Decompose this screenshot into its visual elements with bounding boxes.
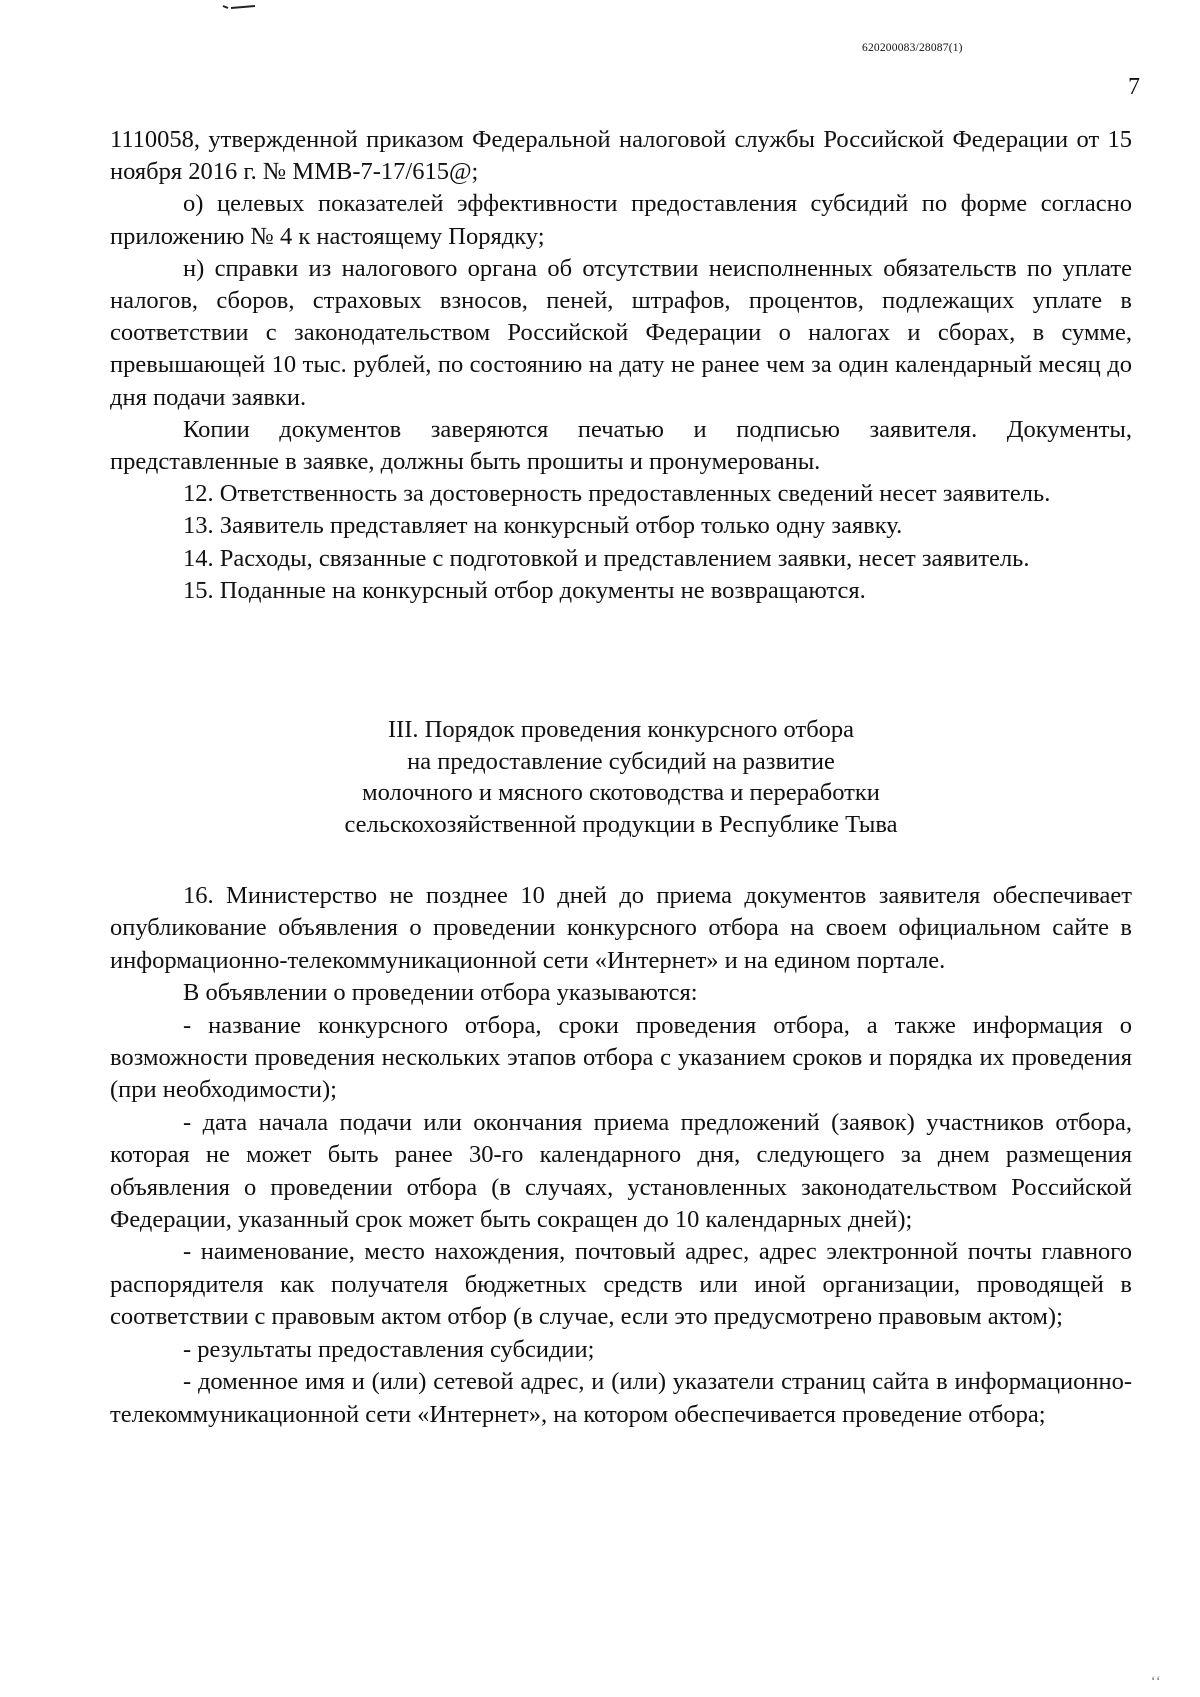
paragraph: В объявлении о проведении отбора указываются: bbox=[183, 979, 698, 1007]
page-number: 7 bbox=[1128, 74, 1140, 100]
paragraph: - доменное имя и (или) сетевой адрес, и (или) указатели страниц сайта в информационно-телекоммуникационной сети «Интернет», на котором обеспечивается проведение отбора; bbox=[110, 1368, 1132, 1428]
document-body-top bbox=[110, 124, 1132, 607]
section-heading-line: молочного и мясного скотоводства и переработки bbox=[362, 779, 880, 806]
paragraph: 13. Заявитель представляет на конкурсный отбор только одну заявку. bbox=[183, 512, 903, 540]
paragraph: н) справки из налогового органа об отсутствии неисполненных обязательств по уплате налогов, сборов, страховых взносов, пеней, штрафов, процентов, подлежащих уплате в соответствии с законодательством Российской Федерации о налогах и сборах, в сумме, превышающей 10 тыс. рублей, по состоянию на дату не ранее чем за один календарный месяц до дня подачи заявки. bbox=[110, 254, 1132, 411]
corner-scan-mark: ʻʻ bbox=[1150, 1674, 1160, 1690]
paragraph: 15. Поданные на конкурсный отбор документы не возвращаются. bbox=[183, 576, 866, 604]
section-heading-line: III. Порядок проведения конкурсного отбора bbox=[387, 716, 855, 743]
paragraph: 14. Расходы, связанные с подготовкой и представлением заявки, несет заявитель. bbox=[183, 544, 1030, 572]
paragraph: 1110058, утвержденной приказом Федеральной налоговой службы Российской Федерации от 15 ноября 2016 г. № ММВ-7-17/615@; bbox=[110, 126, 1132, 186]
paragraph: - дата начала подачи или окончания приема предложений (заявок) участников отбора, которая не может быть ранее 30-го календарного дня, следующего за днем размещения объявления о проведении отбора (в случаях, установленных законодательством Российской Федерации, указанный срок может быть сокращен до 10 календарных дней); bbox=[110, 1108, 1132, 1234]
paragraph: - результаты предоставления субсидии; bbox=[183, 1335, 595, 1363]
section-heading-line: сельскохозяйственной продукции в Республике Тыва bbox=[344, 810, 898, 838]
section-heading bbox=[110, 714, 1132, 840]
document-body-bottom bbox=[110, 880, 1132, 1431]
paragraph: о) целевых показателей эффективности предоставления субсидий по форме согласно приложению № 4 к настоящему Порядку; bbox=[110, 190, 1132, 250]
paragraph: - название конкурсного отбора, сроки проведения отбора, а также информация о возможности проведения нескольких этапов отбора с указанием сроков и порядка их проведения (при необходимости); bbox=[110, 1011, 1132, 1104]
paragraph: 12. Ответственность за достоверность предоставленных сведений несет заявитель. bbox=[183, 480, 1051, 508]
scan-artifact-mark bbox=[222, 2, 256, 12]
paragraph: - наименование, место нахождения, почтовый адрес, адрес электронной почты главного распорядителя как получателя бюджетных средств или иной организации, проводящей в соответствии с правовым актом отбор (в случае, если это предусмотрено правовым актом); bbox=[110, 1238, 1132, 1331]
document-id: 620200083/28087(1) bbox=[862, 42, 963, 54]
paragraph: 16. Министерство не позднее 10 дней до приема документов заявителя обеспечивает опубликование объявления о проведении конкурсного отбора на своем официальном сайте в информационно-телекоммуникационной сети «Интернет» и на едином портале. bbox=[110, 882, 1132, 974]
section-heading-line: на предоставление субсидий на развитие bbox=[407, 747, 835, 775]
paragraph: Копии документов заверяются печатью и подписью заявителя. Документы, представленные в заявке, должны быть прошиты и пронумерованы. bbox=[110, 415, 1132, 476]
